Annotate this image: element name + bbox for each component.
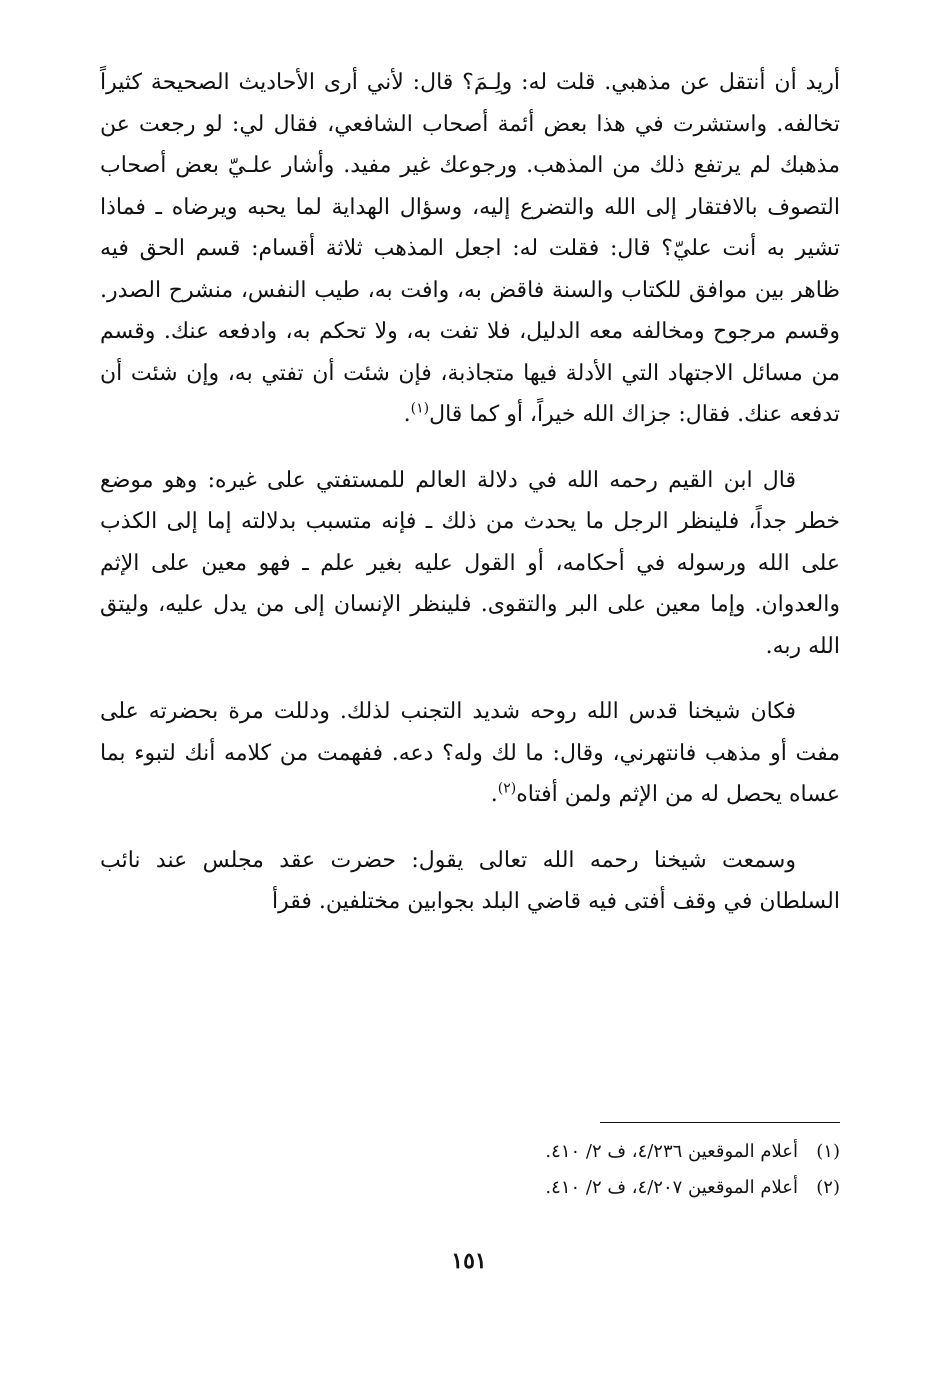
footnote-1-text: أعلام الموقعين ٤/٢٣٦، ف ٢/ ٤١٠. — [545, 1141, 798, 1162]
footnote-ref-2: (٢) — [497, 780, 517, 797]
page-number: ١٥١ — [451, 1248, 487, 1274]
paragraph-2 — [100, 460, 840, 668]
page-body — [100, 62, 840, 923]
paragraph-3-end: . — [490, 782, 498, 807]
paragraph-3-text: فكان شيخنا قدس الله روحه شديد التجنب لذلك. ودللت مرة بحضرته على مفت أو مذهب فانتهرني، وقال: ما لك وله؟ دعه. ففهمت من كلامه أنك لتبوء بما عساه يحصل له من الإثم ولمن أفتاه — [100, 699, 840, 807]
footnote-1 — [100, 1134, 840, 1170]
paragraph-1 — [100, 62, 840, 436]
paragraph-2-text: قال ابن القيم رحمه الله في دلالة العالم للمستفتي على غيره: وهو موضع خطر جداً، فلينظر الرجل ما يحدث من ذلك ـ فإنه متسبب بدلالته إما إلى الكذب على الله ورسوله في أحكامه، أو القول عليه بغير علم ـ فهو معين على الإثم والعدوان. وإما معين على البر والتقوى. فلينظر الإنسان إلى من يدل عليه، وليتق الله ربه. — [100, 467, 840, 659]
paragraph-4 — [100, 840, 840, 923]
footnote-ref-1: (١) — [410, 400, 430, 417]
paragraph-4-text: وسمعت شيخنا رحمه الله تعالى يقول: حضرت عقد مجلس عند نائب السلطان في وقف أفتى فيه قاضي البلد بجوابين مختلفين. فقرأ — [100, 847, 840, 914]
paragraph-3 — [100, 691, 840, 816]
paragraph-1-end: . — [403, 402, 411, 427]
footnote-2-number: (٢) — [816, 1177, 840, 1198]
paragraph-1-text: أريد أن أنتقل عن مذهبي. قلت له: ولِـمَ؟ قال: لأني أرى الأحاديث الصحيحة كثيراً تخالفه. واستشرت في هذا بعض أئمة أصحاب الشافعي، فقال لي: لو رجعت عن مذهبك لم يرتفع ذلك من المذهب. ورجوعك غير مفيد. وأشار علـيّ بعض أصحاب التصوف بالافتقار إلى الله والتضرع إليه، وسؤال الهداية لما يحبه ويرضاه ـ فماذا تشير به أنت عليّ؟ قال: فقلت له: اجعل المذهب ثلاثة أقسام: قسم الحق فيه ظاهر بين موافق للكتاب والسنة فاقض به، وافت به، طيب النفس، منشرح الصدر. وقسم مرجوح ومخالفه معه الدليل، فلا تفت به، ولا تحكم به، وادفعه عنك. وقسم من مسائل الاجتهاد التي الأدلة فيها متجاذبة، فإن شئت أن تفتي به، وإن شئت أن تدفعه عنك. فقال: جزاك الله خيراً، أو كما قال — [100, 70, 840, 427]
footnotes — [100, 1134, 840, 1206]
footnote-divider — [600, 1122, 840, 1123]
footnote-2 — [100, 1170, 840, 1206]
footnote-1-number: (١) — [816, 1141, 840, 1162]
footnote-2-text: أعلام الموقعين ٤/٢٠٧، ف ٢/ ٤١٠. — [545, 1177, 798, 1198]
